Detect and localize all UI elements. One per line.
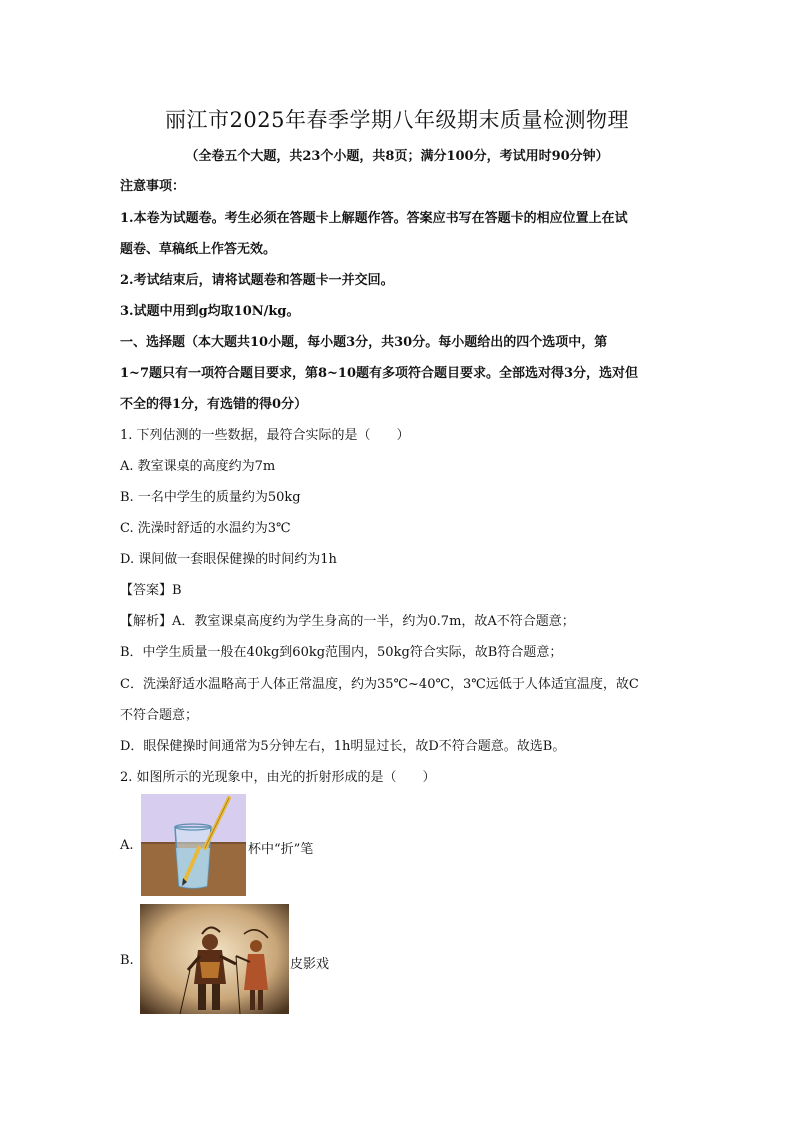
section-instructions-cont: 不全的得1分，有选错的得0分） xyxy=(120,397,308,412)
notice-item-1-cont: 题卷、草稿纸上作答无效。 xyxy=(120,242,277,257)
question-1-analysis-1: 【解析】A．教室课桌高度约为学生身高的一半，约为0.7m，故A不符合题意； xyxy=(120,614,575,629)
bent-pencil-in-glass-image xyxy=(141,794,246,896)
question-2-option-a-label: A. xyxy=(120,838,134,853)
question-1-answer: 【答案】B xyxy=(120,583,182,598)
question-1-analysis-5: D．眼保健操时间通常为5分钟左右，1h明显过长，故D不符合题意。故选B。 xyxy=(120,739,566,754)
question-2-option-a-caption: 杯中“折”笔 xyxy=(248,842,314,857)
question-1-analysis-4: 不符合题意； xyxy=(120,708,199,723)
exam-subtitle: （全卷五个大题，共23个小题，共8页；满分100分，考试用时90分钟） xyxy=(185,149,609,164)
section-instructions: 1~7题只有一项符合题目要求，第8~10题有多项符合题目要求。全部选对得3分，选对但 xyxy=(120,366,639,381)
question-1-option-c: C. 洗澡时舒适的水温约为3℃ xyxy=(120,521,291,536)
notice-item-2: 2.考试结束后，请将试题卷和答题卡一并交回。 xyxy=(120,273,394,288)
question-1-analysis-3: C．洗澡舒适水温略高于人体正常温度，约为35℃~40℃，3℃远低于人体适宜温度，故C xyxy=(120,677,639,692)
question-2-stem: 2. 如图所示的光现象中，由光的折射形成的是（ ） xyxy=(120,770,436,785)
section-heading: 一、选择题（本大题共10小题，每小题3分，共30分。每小题给出的四个选项中，第 xyxy=(120,335,608,350)
shadow-puppet-image xyxy=(140,904,289,1014)
question-2-option-b-caption: 皮影戏 xyxy=(290,957,330,972)
question-1-option-d: D. 课间做一套眼保健操的时间约为1h xyxy=(120,552,337,567)
question-1-stem: 1. 下列估测的一些数据，最符合实际的是（ ） xyxy=(120,428,410,443)
notice-item-3: 3.试题中用到g均取10N/kg。 xyxy=(120,304,300,319)
question-1-analysis-2: B．中学生质量一般在40kg到60kg范围内，50kg符合实际，故B符合题意； xyxy=(120,645,563,660)
notice-item-1: 1.本卷为试题卷。考生必须在答题卡上解题作答。答案应书写在答题卡的相应位置上在试 xyxy=(120,211,628,226)
question-1-option-b: B. 一名中学生的质量约为50kg xyxy=(120,490,301,505)
notice-heading: 注意事项： xyxy=(120,179,186,194)
question-1-option-a: A. 教室课桌的高度约为7m xyxy=(120,459,276,474)
page-title: 丽江市2025年春季学期八年级期末质量检测物理 xyxy=(165,108,629,132)
question-2-option-b-label: B. xyxy=(120,953,134,968)
